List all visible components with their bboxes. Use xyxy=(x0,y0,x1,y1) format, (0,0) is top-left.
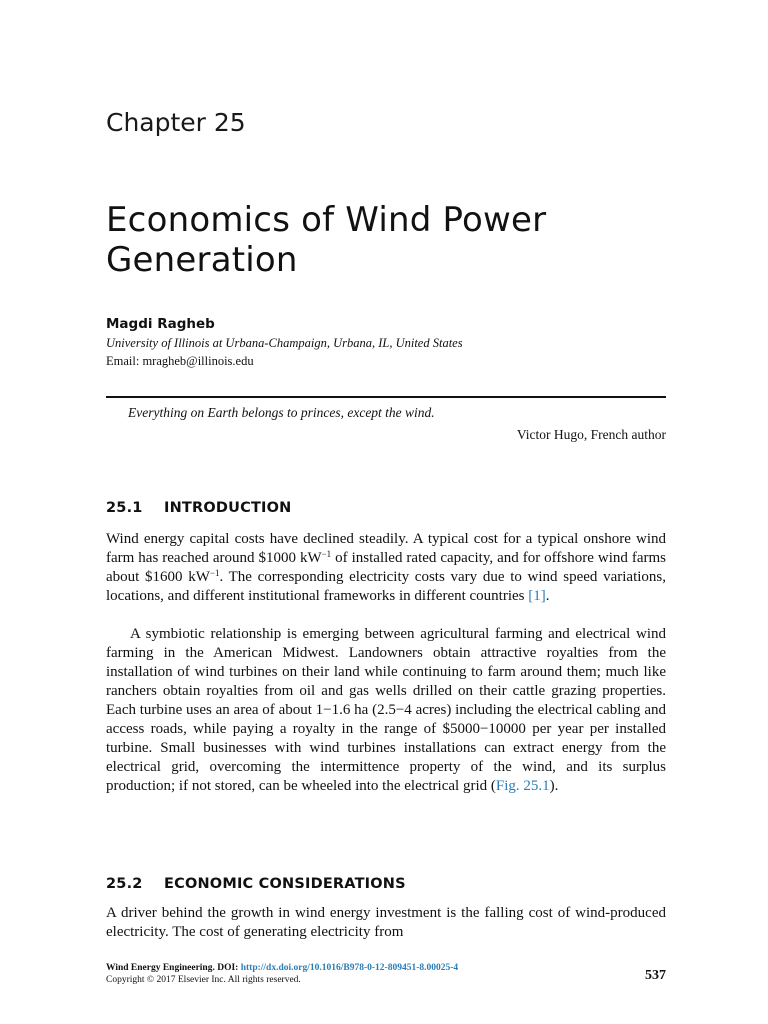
citation-link[interactable]: [1] xyxy=(528,588,546,604)
paragraph xyxy=(106,625,666,796)
paragraph-text: Wind energy capital costs have declined steadily. A typical cost for a typical onshore wind farm has reached around $1000 kW xyxy=(106,531,666,566)
chapter-label: Chapter 25 xyxy=(106,108,246,137)
paragraph-text: . The corresponding electricity costs vary due to wind speed variations, locations, and different institutional frameworks in different countries xyxy=(106,569,666,604)
author-name: Magdi Ragheb xyxy=(106,316,215,332)
paragraph-text: A symbiotic relationship is emerging between agricultural farming and electrical wind farming in the American Midwest. Landowners obtain attractive royalties from the installation of wind turbines on their land while continuing to farm around them; much like ranchers obtain royalties from oil and gas wells drilled on their cattle grazing properties. Each turbine uses an area of about 1−1.6 ha (2.5−4 acres) including the electrical cabling and access roads, while paying a royalty in the range of $5000−10000 per year per installed turbine. Small businesses with wind turbines installations can extract energy from the electrical grid, overcoming the intermittence property of the wind, and its surplus production; if not stored, can be wheeled into the electrical grid ( xyxy=(106,626,666,794)
epigraph-attribution: Victor Hugo, French author xyxy=(516,427,666,442)
author-affiliation: University of Illinois at Urbana-Champaign, Urbana, IL, United States xyxy=(106,336,463,350)
paragraph xyxy=(106,530,666,606)
footer-copyright: Copyright © 2017 Elsevier Inc. All rights reserved. xyxy=(106,975,301,985)
doi-link[interactable]: http://dx.doi.org/10.1016/B978-0-12-809451-8.00025-4 xyxy=(240,963,459,973)
epigraph-divider xyxy=(106,396,666,398)
section-number: 25.1 xyxy=(106,500,143,516)
chapter-title: Economics of Wind Power Generation xyxy=(106,200,547,280)
section-title: ECONOMIC CONSIDERATIONS xyxy=(164,876,406,892)
paragraph-text: ). xyxy=(549,778,559,794)
epigraph-quote: Everything on Earth belongs to princes, except the wind. xyxy=(128,405,435,420)
author-email: Email: mragheb@illinois.edu xyxy=(106,354,254,368)
superscript: −1 xyxy=(321,549,332,559)
footer-source xyxy=(106,963,458,973)
paragraph-text: of installed rated capacity, and for offshore wind farms about $1600 kW xyxy=(106,550,666,585)
section-heading-introduction xyxy=(106,500,292,516)
section-number: 25.2 xyxy=(106,876,143,892)
paragraph: A driver behind the growth in wind energy investment is the falling cost of wind-produced electricity. The cost of generating electricity from xyxy=(106,905,666,940)
paragraph-text: . xyxy=(545,588,550,604)
footer-source-label: Wind Energy Engineering. DOI: xyxy=(106,963,241,973)
superscript: −1 xyxy=(209,568,220,578)
section-heading-economic-considerations xyxy=(106,876,406,892)
page-number: 537 xyxy=(645,968,666,983)
figure-link[interactable]: Fig. 25.1 xyxy=(495,778,550,794)
section-title: INTRODUCTION xyxy=(164,500,292,516)
